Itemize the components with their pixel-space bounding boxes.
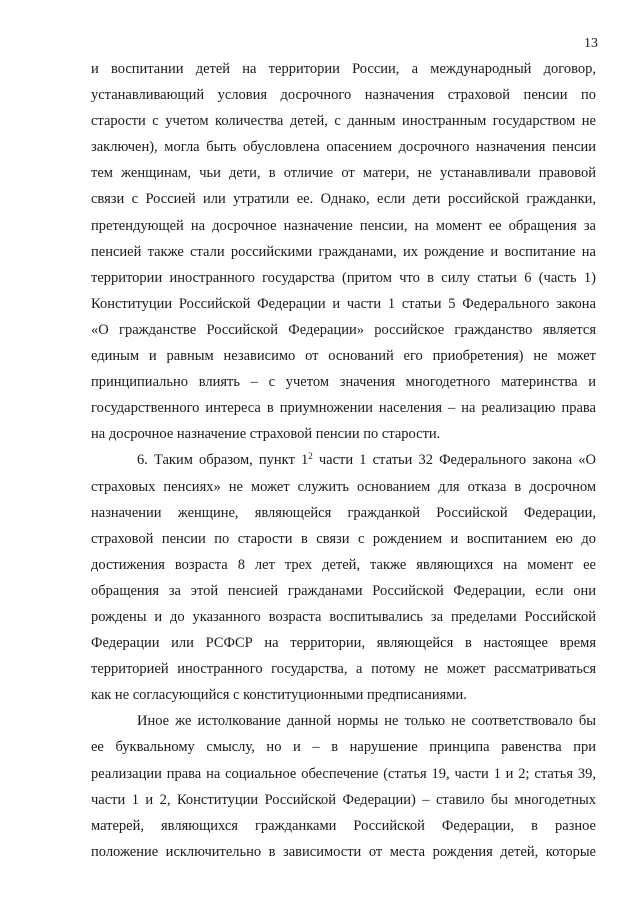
line-text: 6. Таким образом, пункт 1 bbox=[137, 452, 309, 469]
text-line bbox=[91, 500, 596, 526]
text-line bbox=[91, 291, 596, 317]
text-line bbox=[91, 787, 596, 813]
line-text: достижения возраста 8 лет трех детей, также являющихся на момент ее bbox=[91, 556, 596, 573]
line-text-tail: части 1 статьи 32 Федерального закона «О bbox=[312, 452, 596, 469]
text-line bbox=[91, 552, 596, 578]
line-text: Конституции Российской Федерации и части 1 статьи 5 Федерального закона bbox=[91, 295, 596, 312]
document-body bbox=[91, 56, 596, 865]
text-line bbox=[91, 160, 596, 186]
text-line bbox=[91, 265, 596, 291]
line-text: единым и равным независимо от оснований его приобретения) не может bbox=[91, 348, 596, 365]
line-text: назначении женщине, являющейся гражданкой Российской Федерации, bbox=[91, 504, 596, 521]
text-line bbox=[91, 239, 596, 265]
line-text: части 1 и 2, Конституции Российской Федерации) – ставило бы многодетных bbox=[91, 791, 596, 808]
text-line bbox=[91, 369, 596, 395]
text-line bbox=[91, 343, 596, 369]
text-line bbox=[91, 395, 596, 421]
text-line bbox=[91, 604, 596, 630]
text-line bbox=[91, 708, 596, 734]
text-line bbox=[91, 839, 596, 865]
line-text: матерей, являющихся гражданками Российской Федерации, в разное bbox=[91, 817, 596, 834]
line-text: старости с учетом количества детей, с данным иностранным государством не bbox=[91, 113, 596, 130]
line-text: реализации права на социальное обеспечение (статья 19, части 1 и 2; статья 39, bbox=[91, 765, 596, 782]
text-line bbox=[91, 447, 596, 473]
text-line bbox=[91, 578, 596, 604]
line-text: и воспитании детей на территории России, а международный договор, bbox=[91, 61, 596, 77]
line-text: принципиально влиять – с учетом значения многодетного материнства и bbox=[91, 374, 596, 391]
line-text: территории иностранного государства (притом что в силу статьи 6 (часть 1) bbox=[91, 269, 596, 286]
line-text: претендующей на досрочное назначение пенсии, на момент ее обращения за bbox=[91, 217, 596, 234]
text-line bbox=[91, 656, 596, 682]
line-text: заключен), могла быть обусловлена опасением досрочного назначения пенсии bbox=[91, 139, 596, 156]
text-line bbox=[91, 682, 596, 708]
line-text: положение исключительно в зависимости от места рождения детей, которые bbox=[91, 843, 596, 860]
superscript: 2 bbox=[308, 451, 313, 462]
text-line bbox=[91, 213, 596, 239]
line-text: тем женщинам, чьи дети, в отличие от матери, не устанавливали правовой bbox=[91, 165, 596, 182]
text-line bbox=[91, 186, 596, 212]
line-text: пенсией также стали российскими гражданами, их рождение и воспитание на bbox=[91, 243, 596, 260]
text-line bbox=[91, 108, 596, 134]
text-line bbox=[91, 421, 596, 447]
line-text: Федерации или РСФСР на территории, являющейся в настоящее время bbox=[91, 635, 596, 652]
line-text: ее буквальному смыслу, но и – в нарушение принципа равенства при bbox=[91, 739, 596, 756]
page-number: 13 bbox=[584, 36, 598, 51]
line-text: территорией иностранного государства, а потому не может рассматриваться bbox=[91, 661, 596, 678]
text-line bbox=[91, 474, 596, 500]
text-line bbox=[91, 317, 596, 343]
text-line bbox=[91, 82, 596, 108]
line-text: на досрочное назначение страховой пенсии по старости. bbox=[91, 426, 441, 443]
text-line bbox=[91, 630, 596, 656]
line-text: устанавливающий условия досрочного назначения страховой пенсии по bbox=[91, 87, 596, 104]
line-text: страховой пенсии по старости в связи с рождением и воспитанием ею до bbox=[91, 530, 596, 547]
line-text: как не согласующийся с конституционными предписаниями. bbox=[91, 687, 467, 704]
line-text: страховых пенсиях» не может служить основанием для отказа в досрочном bbox=[91, 478, 596, 495]
text-line bbox=[91, 734, 596, 760]
line-text: рождены и до указанного возраста воспитывались за пределами Российской bbox=[91, 608, 596, 625]
line-text: Иное же истолкование данной нормы не только не соответствовало бы bbox=[137, 713, 596, 730]
line-text: обращения за этой пенсией гражданами Российской Федерации, если они bbox=[91, 582, 596, 599]
line-text: связи с Россией или утратили ее. Однако, если дети российской гражданки, bbox=[91, 191, 596, 208]
text-line bbox=[91, 56, 596, 82]
text-line bbox=[91, 526, 596, 552]
line-text: «О гражданстве Российской Федерации» российское гражданство является bbox=[91, 321, 596, 338]
text-line bbox=[91, 134, 596, 160]
text-line bbox=[91, 813, 596, 839]
line-text: государственного интереса в приумножении населения – на реализацию права bbox=[91, 400, 596, 417]
text-line bbox=[91, 761, 596, 787]
